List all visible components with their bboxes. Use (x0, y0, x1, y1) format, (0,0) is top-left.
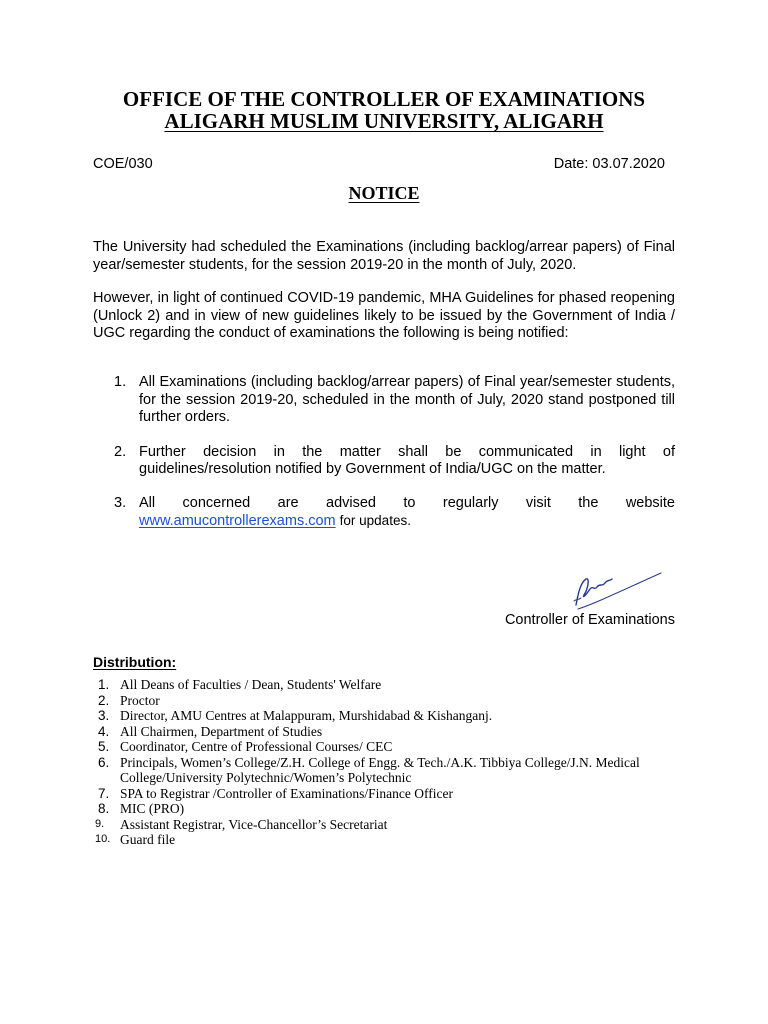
item-text: Assistant Registrar, Vice-Chancellor’s Secretariat (120, 816, 388, 832)
item-number: 9. (95, 817, 105, 830)
office-title: OFFICE OF THE CONTROLLER OF EXAMINATIONS (122, 87, 646, 111)
item-text: All Deans of Faculties / Dean, Students' Welfare (120, 677, 382, 692)
notice-heading: NOTICE (348, 183, 420, 203)
item-text: Coordinator, Centre of Professional Courses/ CEC (120, 739, 393, 754)
distribution-list (93, 677, 683, 848)
point-number: 3. (114, 494, 127, 511)
point-suffix: for updates. (339, 513, 411, 528)
notice-date: Date: 03.07.2020 (553, 156, 665, 172)
list-item (93, 724, 683, 740)
list-item (93, 801, 683, 817)
list-item (93, 677, 683, 693)
item-text: Guard file (120, 832, 176, 847)
university-title: ALIGARH MUSLIM UNIVERSITY, ALIGARH (164, 109, 604, 133)
list-item (93, 832, 683, 848)
paragraph-intro: The University had scheduled the Examinations (including backlog/arrear papers) of Final year/semester students, for the session 2019-20 in the month of July, 2020. (93, 239, 675, 273)
list-item (93, 755, 683, 786)
item-number: 4. (98, 723, 110, 739)
paragraph-covid: However, in light of continued COVID-19 pandemic, MHA Guidelines for phased reopening (Unlock 2) and in view of new guidelines likely to be issued by the Government of India / UGC regarding the conduct of examinations the following is being notified: (93, 290, 675, 341)
item-text: All Chairmen, Department of Studies (120, 723, 323, 739)
item-text: MIC (PRO) (120, 801, 185, 816)
point-text: Further decision in the matter shall be communicated in light of guidelines/resolution notified by Government of India/UGC on the matter. (139, 443, 675, 477)
reference-number: COE/030 (93, 156, 153, 172)
notice-points (93, 374, 675, 531)
list-item (93, 817, 683, 833)
item-text: Director, AMU Centres at Malappuram, Murshidabad & Kishanganj. (120, 708, 493, 723)
point-item (93, 374, 675, 427)
signature-icon (566, 565, 666, 613)
item-number: 3. (98, 708, 110, 723)
point-item (93, 444, 675, 479)
item-text: Proctor (120, 692, 160, 708)
list-item (93, 693, 683, 709)
website-line (139, 513, 411, 529)
item-number: 5. (98, 739, 110, 754)
item-number: 1. (98, 677, 110, 692)
point-item (93, 495, 675, 531)
list-item (93, 708, 683, 724)
point-number: 2. (114, 443, 127, 460)
point-text: All concerned are advised to regularly visit the website (139, 494, 675, 511)
item-text: SPA to Registrar /Controller of Examinations/Finance Officer (120, 785, 453, 801)
point-number: 1. (114, 374, 127, 390)
point-text: All Examinations (including backlog/arrear papers) of Final year/semester students, for the session 2019-20, scheduled in the month of July, 2020 stand postponed till further orders. (139, 374, 675, 425)
item-number: 6. (98, 754, 110, 770)
item-number: 7. (98, 785, 110, 801)
list-item (93, 739, 683, 755)
distribution-heading: Distribution: (93, 654, 177, 670)
list-item (93, 786, 683, 802)
website-link[interactable]: www.amucontrollerexams.com (139, 513, 336, 529)
signatory-title: Controller of Examinations (504, 612, 675, 628)
item-text: Principals, Women’s College/Z.H. College of Engg. & Tech./A.K. Tibbiya College/J.N. Medical College/University Polytechnic/Women’s Polytechnic (120, 754, 640, 785)
item-number: 2. (98, 692, 110, 708)
item-number: 10. (95, 833, 111, 845)
item-number: 8. (98, 801, 110, 816)
